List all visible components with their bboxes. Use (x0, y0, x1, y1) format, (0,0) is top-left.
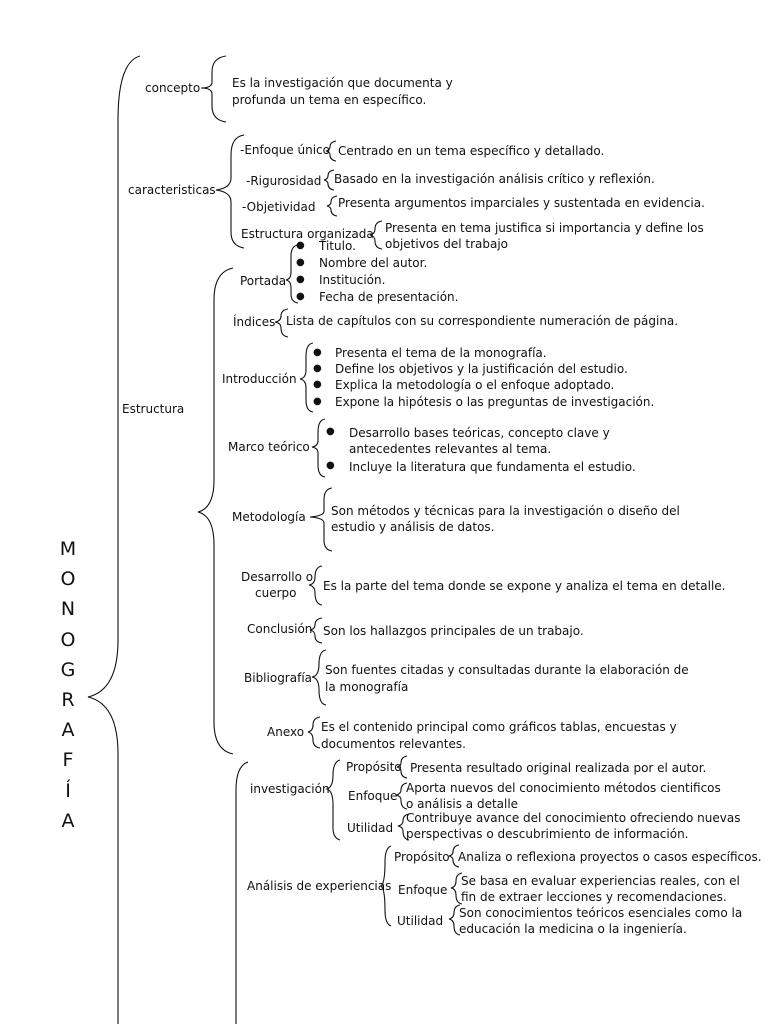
bullet-icon: ● (326, 426, 335, 437)
introduccion-label: Introducción (222, 372, 297, 386)
objetividad-label: -Objetividad (242, 200, 316, 214)
an-proposito-text: Analiza o reflexiona proyectos o casos específicos. (458, 850, 762, 864)
analisis-label: Análisis de experiencias (247, 879, 392, 893)
portada-item: Titulo. (319, 239, 356, 253)
metodologia-text-1: Son métodos y técnicas para la investigación o diseño del (331, 504, 680, 518)
an-enfoque-label: Enfoque (398, 883, 448, 897)
main-brace (88, 56, 140, 1024)
anexo-text-1: Es el contenido principal como gráficos tablas, encuestas y (321, 720, 677, 734)
estructura-org-label: Estructura organizada (241, 227, 374, 241)
concepto-brace (201, 56, 226, 122)
an-utilidad-text-2: educación la medicina o la ingeniería. (459, 922, 687, 936)
marco-item-2: Incluye la literatura que fundamenta el estudio. (349, 460, 636, 474)
inv-utilidad-label: Utilidad (347, 821, 394, 835)
bullet-icon: ● (313, 379, 322, 390)
bibliografia-label: Bibliografía (244, 671, 313, 685)
marco-brace (312, 419, 325, 477)
introduccion-item: Presenta el tema de la monografía. (335, 346, 547, 360)
title-letter: Í (65, 779, 71, 802)
conclusion-label: Conclusión (247, 622, 313, 636)
portada-label: Portada (240, 274, 287, 288)
title-letter: F (62, 749, 74, 772)
an-utilidad-text-1: Son conocimientos teóricos esenciales como la (459, 906, 743, 920)
portada-item: Fecha de presentación. (319, 290, 459, 304)
enfoque-label: -Enfoque único (240, 143, 330, 157)
title-letter: A (61, 809, 75, 832)
enfoque-text: Centrado en un tema específico y detallado. (338, 144, 605, 158)
inv-proposito-label: Propósito (346, 760, 402, 774)
rigurosidad-label: -Rigurosidad (246, 174, 322, 188)
rigurosidad-brace (324, 170, 334, 190)
an-proposito-label: Propósito (394, 850, 450, 864)
an-utilidad-label: Utilidad (397, 914, 444, 928)
concepto-label: concepto (145, 81, 201, 95)
metodologia-label: Metodología (232, 510, 306, 524)
anexo-label: Anexo (267, 725, 305, 739)
an-enfoque-text-2: fin de extraer lecciones y recomendaciones. (461, 890, 727, 904)
inv-utilidad-text-2: perspectivas o descubrimiento de información. (406, 827, 689, 841)
title-letter: O (60, 568, 76, 591)
bullet-icon: ● (313, 396, 322, 407)
estructura-brace (198, 268, 233, 754)
bullet-icon: ● (296, 274, 305, 285)
concepto-text-1: Es la investigación que documenta y (232, 76, 453, 90)
conclusion-text: Son los hallazgos principales de un trabajo. (323, 624, 584, 638)
introduccion-item: Define los objetivos y la justificación del estudio. (335, 362, 628, 376)
indices-label: Índices (233, 315, 276, 329)
bullet-icon: ● (296, 291, 305, 302)
marco-label: Marco teórico (228, 440, 310, 454)
investigacion-label: investigación (250, 782, 330, 796)
anexo-text-2: documentos relevantes. (321, 737, 466, 751)
bullet-icon: ● (313, 347, 322, 358)
bibliografia-text-1: Son fuentes citadas y consultadas durante la elaboración de (325, 663, 689, 677)
bullet-icon: ● (326, 460, 335, 471)
title-letter: R (61, 688, 75, 711)
estructura-label: Estructura (122, 402, 185, 416)
title-letter: O (60, 628, 76, 651)
desarrollo-label-2: cuerpo (255, 586, 297, 600)
marco-item-1b: antecedentes relevantes al tema. (349, 442, 552, 456)
anexo-brace (308, 717, 320, 748)
bibliografia-text-2: la monografía (325, 680, 409, 694)
inv-enfoque-text-1: Aporta nuevos del conocimiento métodos cientificos (406, 781, 721, 795)
metodologia-text-2: estudio y análisis de datos. (331, 520, 495, 534)
introduccion-item: Expone la hipótesis o las preguntas de investigación. (335, 395, 655, 409)
title-letter: A (61, 719, 75, 742)
concepto-text-2: profunda un tema en específico. (232, 93, 427, 107)
caracteristicas-label: caracteristicas (128, 183, 216, 197)
desarrollo-label-1: Desarrollo o (241, 570, 314, 584)
metodologia-brace (310, 488, 332, 551)
monografia-title (50, 534, 86, 836)
introduccion-brace (300, 343, 313, 412)
marco-item-1a: Desarrollo bases teóricas, concepto clave y (349, 426, 610, 440)
inv-utilidad-text-1: Contribuye avance del conocimiento ofreciendo nuevas (406, 811, 741, 825)
inv-enfoque-text-2: o análisis a detalle (406, 797, 519, 811)
objetividad-text: Presenta argumentos imparciales y sustentada en evidencia. (338, 196, 705, 210)
introduccion-item: Explica la metodología o el enfoque adoptado. (335, 378, 615, 392)
estructura-org-text-1: Presenta en tema justifica si importancia y define los (385, 221, 704, 235)
investigacion-brace (327, 760, 340, 840)
bullet-icon: ● (296, 240, 305, 251)
inv-proposito-text: Presenta resultado original realizada por el autor. (410, 761, 707, 775)
portada-item: Nombre del autor. (319, 256, 428, 270)
inv-enfoque-label: Enfoque (348, 789, 398, 803)
desarrollo-text: Es la parte del tema donde se expone y analiza el tema en detalle. (323, 579, 726, 593)
portada-item: Institución. (319, 273, 386, 287)
bullet-icon: ● (296, 257, 305, 268)
objetividad-brace (327, 196, 337, 216)
rigurosidad-text: Basado en la investigación análisis crítico y reflexión. (334, 172, 655, 186)
indices-text: Lista de capítulos con su correspondiente numeración de página. (286, 314, 679, 328)
bullet-icon: ● (313, 363, 322, 374)
title-letter: N (60, 598, 76, 621)
estructura-org-text-2: objetivos del trabajo (385, 237, 509, 251)
title-letter: G (60, 658, 76, 681)
an-enfoque-text-1: Se basa en evaluar experiencias reales, con el (461, 874, 740, 888)
bibliografia-brace (312, 650, 326, 705)
title-letter: M (59, 538, 77, 560)
